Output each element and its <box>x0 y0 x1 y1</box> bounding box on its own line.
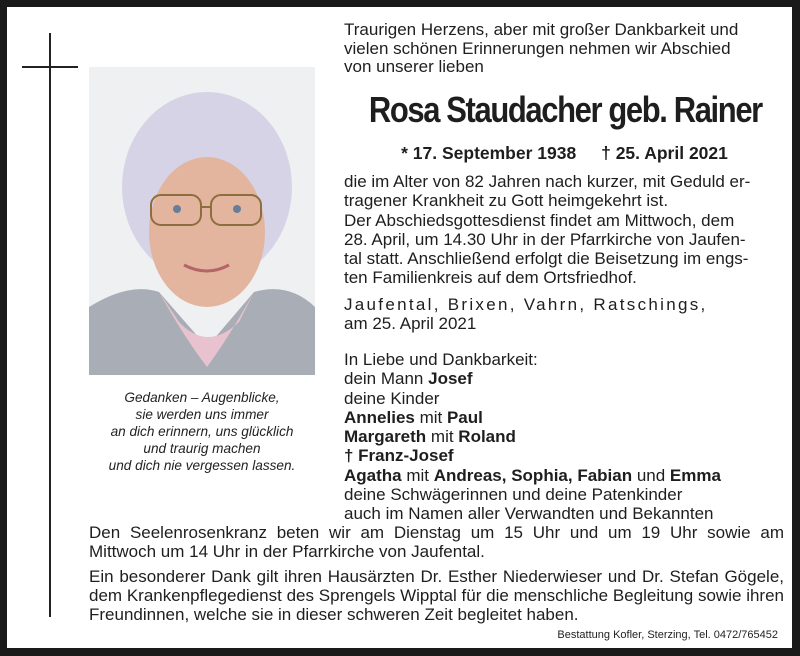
body-line: 28. April, um 14.30 Uhr in der Pfarrkirche von Jaufen- <box>344 229 746 249</box>
connector: mit <box>414 407 447 427</box>
place-and-date <box>344 295 784 334</box>
body-line: ten Familienkreis auf dem Ortsfriedhof. <box>344 268 637 288</box>
mourner-child <box>344 427 784 446</box>
obituary-notice <box>7 7 792 648</box>
rosary-notice: Den Seelenrosenkranz beten wir am Dienstag um 15 Uhr und um 19 Uhr sowie am Mittwoch um 14 Uhr in der Pfarrkirche von Jaufental. <box>89 523 784 561</box>
children-label: deine Kinder <box>344 388 440 408</box>
portrait-photo <box>89 67 315 375</box>
mourners-list <box>344 350 784 524</box>
mourner-name: Josef <box>428 369 473 389</box>
mourner-name: Emma <box>669 465 721 485</box>
mourner-child <box>344 466 784 485</box>
cross-icon <box>49 33 51 617</box>
mourner-in-laws: deine Schwägerinnen und deine Patenkinder <box>344 485 683 505</box>
deceased-name: Rosa Staudacher geb. Rainer <box>368 89 762 130</box>
death-date: † 25. April 2021 <box>601 143 728 163</box>
life-dates <box>337 143 792 164</box>
intro-line: Traurigen Herzens, aber mit großer Dankbarkeit und <box>344 20 739 39</box>
memorial-quote <box>89 389 315 474</box>
funeral-home-credit: Bestattung Kofler, Sterzing, Tel. 0472/765452 <box>557 629 778 641</box>
portrait-image <box>89 67 315 375</box>
mourner-name: Annelies <box>344 407 415 427</box>
body-line: tragener Krankheit zu Gott heimgekehrt ist. <box>344 191 669 211</box>
connector: mit <box>426 427 459 447</box>
intro-line: von unserer lieben <box>344 57 484 76</box>
announcement-text <box>344 172 784 288</box>
intro-text <box>344 21 784 77</box>
body-line: Der Abschiedsgottesdienst findet am Mittwoch, dem <box>344 210 735 230</box>
birth-date: * 17. September 1938 <box>401 143 577 163</box>
mourner-name: Roland <box>458 427 516 447</box>
quote-line: sie werden uns immer <box>135 407 269 422</box>
mourners-heading: In Liebe und Dankbarkeit: <box>344 350 538 369</box>
quote-line: an dich erinnern, uns glücklich <box>110 424 294 439</box>
notice-date: am 25. April 2021 <box>344 314 477 334</box>
thanks-notice: Ein besonderer Dank gilt ihren Hausärzten Dr. Esther Niederwieser und Dr. Stefan Gögele, dem Krankenpflegedienst des Sprengels Wipptal für die menschliche Begleitung sowie ihren Freundinnen, welche sie in dieser schweren Zeit begleitet haben. <box>89 567 784 624</box>
body-line: die im Alter von 82 Jahren nach kurzer, mit Geduld er- <box>344 172 751 191</box>
mourner-relatives: auch im Namen aller Verwandten und Bekannten <box>344 504 714 524</box>
additional-info <box>89 523 784 630</box>
body-line: tal statt. Anschließend erfolgt die Beisetzung im engs- <box>344 249 749 269</box>
connector: mit <box>401 465 434 485</box>
cross-icon-bar <box>22 66 78 68</box>
mourner-name: Paul <box>446 407 483 427</box>
mourner-child <box>344 446 784 465</box>
mourner-name: Andreas, Sophia, Fabian <box>433 465 633 485</box>
places: Jaufental, Brixen, Vahrn, Ratschings, <box>344 295 708 314</box>
mourner-husband <box>344 369 784 388</box>
mourner-name: Agatha <box>344 465 402 485</box>
connector: und <box>632 465 670 485</box>
mourner-name: Margareth <box>344 427 427 447</box>
quote-line: und dich nie vergessen lassen. <box>108 458 296 473</box>
intro-line: vielen schönen Erinnerungen nehmen wir Abschied <box>344 38 731 58</box>
mourner-label: dein Mann <box>344 369 429 389</box>
quote-line: Gedanken – Augenblicke, <box>124 390 280 405</box>
mourner-name: † Franz-Josef <box>344 446 454 466</box>
quote-line: und traurig machen <box>143 441 261 456</box>
mourner-child <box>344 408 784 427</box>
